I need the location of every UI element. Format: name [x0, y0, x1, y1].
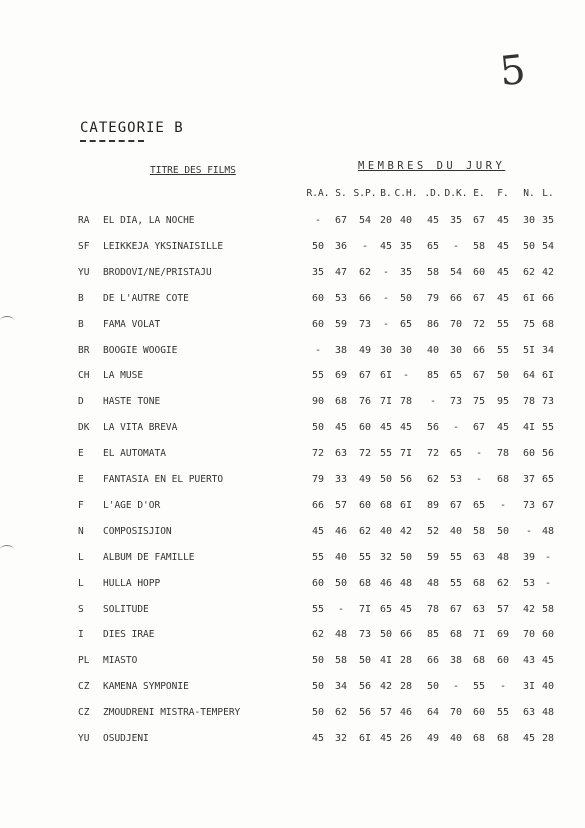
jury-score: 45: [522, 733, 536, 744]
jury-score: 55: [496, 707, 510, 719]
jury-score: 60: [358, 499, 372, 511]
jury-score: 45: [311, 733, 325, 744]
jury-score: 45: [496, 215, 510, 226]
jury-score: 70: [522, 629, 536, 641]
film-title: OSUDJENI: [103, 733, 149, 744]
jury-score: 54: [358, 215, 372, 226]
jury-score: 26: [399, 733, 413, 744]
jury-score: 62: [426, 474, 440, 485]
jury-score: 55: [472, 681, 486, 693]
country-code: D: [78, 396, 84, 408]
jury-score: 55: [311, 603, 325, 615]
jury-score: -: [544, 577, 552, 589]
jury-score: 45: [399, 422, 413, 434]
jury-score: 66: [449, 292, 463, 304]
jury-score: 85: [426, 629, 440, 641]
country-code: L: [78, 551, 84, 563]
film-title: FANTASIA EN EL PUERTO: [103, 474, 224, 485]
jury-score: 28: [399, 681, 413, 693]
jury-score: 6I: [541, 370, 555, 382]
jury-score: 53: [334, 292, 348, 304]
jury-score: 73: [541, 396, 555, 408]
country-code: B: [78, 292, 84, 304]
jury-score: 78: [496, 448, 510, 460]
jury-score: 66: [311, 499, 325, 511]
jury-score: 7I: [399, 448, 413, 460]
jury-score: 66: [472, 344, 486, 356]
jury-score: 7I: [379, 396, 393, 408]
jury-score: 63: [472, 603, 486, 615]
jury-score: 62: [358, 525, 372, 537]
jury-score: 55: [449, 551, 463, 563]
country-code: E: [78, 474, 84, 485]
jury-score: -: [499, 681, 507, 693]
jury-column-header: N.: [523, 188, 535, 199]
jury-score: 57: [334, 499, 348, 511]
jury-score: 50: [311, 240, 325, 252]
jury-score: 68: [472, 655, 486, 667]
jury-score: 78: [522, 396, 536, 408]
jury-score: -: [382, 292, 390, 304]
jury-score: 65: [541, 474, 555, 485]
jury-score: 72: [358, 448, 372, 460]
country-code: S: [78, 603, 84, 615]
jury-score: 50: [496, 370, 510, 382]
jury-score: 45: [379, 240, 393, 252]
film-title: SOLITUDE: [103, 603, 149, 615]
film-title: L'AGE D'OR: [103, 499, 161, 511]
jury-score: 68: [334, 396, 348, 408]
jury-column-header: E.: [473, 188, 485, 199]
jury-score: 60: [496, 655, 510, 667]
jury-score: -: [429, 396, 437, 408]
jury-score: 36: [334, 240, 348, 252]
country-code: SF: [78, 240, 90, 252]
jury-score: 55: [358, 551, 372, 563]
jury-column-header: D.K.: [444, 188, 468, 199]
jury-score: -: [382, 318, 390, 330]
jury-column-header: L.: [542, 188, 554, 199]
jury-column-header: B.: [380, 188, 392, 199]
jury-score: 45: [334, 422, 348, 434]
film-title: BRODOVI/NE/PRISTAJU: [103, 266, 212, 278]
jury-score: 68: [541, 318, 555, 330]
jury-score: 50: [399, 292, 413, 304]
jury-score: 39: [522, 551, 536, 563]
jury-score: 89: [426, 499, 440, 511]
jury-score: 45: [379, 733, 393, 744]
jury-score: 42: [399, 525, 413, 537]
jury-score: 60: [522, 448, 536, 460]
jury-score: 69: [334, 370, 348, 382]
jury-score: -: [452, 422, 460, 434]
jury-score: 67: [449, 499, 463, 511]
jury-header: MEMBRES DU JURY: [358, 160, 506, 172]
film-title: LA VITA BREVA: [103, 422, 178, 434]
jury-score: 40: [426, 344, 440, 356]
jury-score: 35: [541, 215, 555, 226]
jury-score: 50: [379, 474, 393, 485]
jury-score: 50: [522, 240, 536, 252]
jury-score: 63: [334, 448, 348, 460]
jury-score: 65: [426, 240, 440, 252]
country-code: DK: [78, 422, 90, 434]
jury-score: 58: [426, 266, 440, 278]
jury-score: 63: [472, 551, 486, 563]
jury-score: 65: [399, 318, 413, 330]
film-title: HULLA HOPP: [103, 577, 161, 589]
jury-score: 49: [358, 344, 372, 356]
jury-score: 72: [426, 448, 440, 460]
jury-score: -: [337, 603, 345, 615]
jury-column-header: S.: [335, 188, 347, 199]
jury-score: 45: [496, 266, 510, 278]
jury-score: 43: [522, 655, 536, 667]
film-title: LEIKKEJA YKSINAISILLE: [103, 240, 224, 252]
jury-column-header: S.P.: [353, 188, 377, 199]
jury-score: 66: [399, 629, 413, 641]
jury-score: 58: [334, 655, 348, 667]
jury-score: 52: [426, 525, 440, 537]
jury-score: 50: [334, 577, 348, 589]
jury-score: 56: [399, 474, 413, 485]
jury-score: 34: [334, 681, 348, 693]
jury-score: 73: [358, 318, 372, 330]
jury-score: -: [361, 240, 369, 252]
jury-score: 60: [311, 577, 325, 589]
jury-score: 48: [399, 577, 413, 589]
country-code: E: [78, 448, 84, 460]
jury-score: 6I: [379, 370, 393, 382]
film-title: DIES IRAE: [103, 629, 155, 641]
jury-score: 35: [399, 240, 413, 252]
country-code: RA: [78, 215, 90, 226]
country-code: N: [78, 525, 84, 537]
jury-score: 40: [449, 733, 463, 744]
jury-score: 50: [379, 629, 393, 641]
jury-score: 65: [449, 370, 463, 382]
jury-score: 67: [472, 422, 486, 434]
jury-score: 68: [472, 577, 486, 589]
country-code: B: [78, 318, 84, 330]
jury-score: 34: [541, 344, 555, 356]
jury-score: -: [475, 474, 483, 485]
jury-score: 95: [496, 396, 510, 408]
film-title: MIASTO: [103, 655, 138, 667]
country-code: PL: [78, 655, 90, 667]
jury-score: 32: [379, 551, 393, 563]
jury-score: 40: [334, 551, 348, 563]
jury-score: 65: [449, 448, 463, 460]
jury-score: 46: [379, 577, 393, 589]
film-title: COMPOSISJION: [103, 525, 172, 537]
film-title: ALBUM DE FAMILLE: [103, 551, 195, 563]
country-code: F: [78, 499, 84, 511]
country-code: CH: [78, 370, 90, 382]
jury-score: 38: [334, 344, 348, 356]
jury-score: 48: [334, 629, 348, 641]
jury-score: 42: [522, 603, 536, 615]
jury-score: 28: [541, 733, 555, 744]
jury-score: 86: [426, 318, 440, 330]
jury-score: 30: [399, 344, 413, 356]
jury-score: 59: [426, 551, 440, 563]
jury-score: 33: [334, 474, 348, 485]
jury-score: 62: [358, 266, 372, 278]
jury-score: 57: [496, 603, 510, 615]
jury-score: 48: [426, 577, 440, 589]
jury-score: 64: [522, 370, 536, 382]
jury-score: 40: [449, 525, 463, 537]
jury-score: 50: [311, 681, 325, 693]
jury-score: 62: [522, 266, 536, 278]
jury-score: 60: [311, 318, 325, 330]
category-underline: [80, 140, 144, 142]
jury-score: 58: [472, 240, 486, 252]
jury-score: -: [452, 681, 460, 693]
jury-score: 67: [472, 292, 486, 304]
jury-score: 54: [541, 240, 555, 252]
country-code: CZ: [78, 681, 90, 693]
jury-score: 68: [472, 733, 486, 744]
jury-score: 50: [399, 551, 413, 563]
jury-score: 30: [379, 344, 393, 356]
jury-score: -: [475, 448, 483, 460]
jury-score: 62: [311, 629, 325, 641]
jury-score: 59: [334, 318, 348, 330]
film-title: DE L'AUTRE COTE: [103, 292, 189, 304]
margin-mark: [0, 316, 14, 325]
jury-score: 40: [541, 681, 555, 693]
jury-score: 6I: [522, 292, 536, 304]
jury-score: 55: [311, 370, 325, 382]
jury-score: 37: [522, 474, 536, 485]
jury-score: 60: [311, 292, 325, 304]
film-title: EL AUTOMATA: [103, 448, 166, 460]
jury-score: -: [452, 240, 460, 252]
jury-score: 54: [449, 266, 463, 278]
jury-score: 66: [426, 655, 440, 667]
margin-mark: [0, 545, 14, 554]
jury-score: 65: [379, 603, 393, 615]
jury-score: 50: [426, 681, 440, 693]
jury-score: 50: [311, 707, 325, 719]
jury-score: 6I: [399, 499, 413, 511]
jury-score: -: [314, 215, 322, 226]
jury-score: 49: [358, 474, 372, 485]
jury-score: 30: [449, 344, 463, 356]
jury-score: 66: [541, 292, 555, 304]
film-title: HASTE TONE: [103, 396, 161, 408]
jury-score: 48: [496, 551, 510, 563]
jury-score: 42: [541, 266, 555, 278]
country-code: YU: [78, 266, 90, 278]
jury-score: 76: [358, 396, 372, 408]
jury-score: 79: [311, 474, 325, 485]
film-title: KAMENA SYMPONIE: [103, 681, 189, 693]
jury-score: 55: [311, 551, 325, 563]
jury-score: 58: [541, 603, 555, 615]
jury-score: -: [525, 525, 533, 537]
jury-score: 50: [496, 525, 510, 537]
jury-score: 55: [379, 448, 393, 460]
jury-score: 50: [311, 655, 325, 667]
jury-score: 35: [399, 266, 413, 278]
jury-score: 42: [379, 681, 393, 693]
jury-score: 78: [399, 396, 413, 408]
country-code: YU: [78, 733, 90, 744]
jury-score: 45: [496, 422, 510, 434]
category-title: CATEGORIE B: [80, 120, 184, 136]
jury-score: 62: [496, 577, 510, 589]
jury-score: 7I: [472, 629, 486, 641]
jury-score: 85: [426, 370, 440, 382]
country-code: I: [78, 629, 84, 641]
jury-score: 47: [334, 266, 348, 278]
jury-score: -: [382, 266, 390, 278]
jury-score: 56: [358, 681, 372, 693]
jury-score: 60: [358, 422, 372, 434]
jury-score: 45: [311, 525, 325, 537]
jury-score: 46: [334, 525, 348, 537]
jury-score: 28: [399, 655, 413, 667]
jury-score: 67: [472, 370, 486, 382]
jury-score: 66: [358, 292, 372, 304]
jury-score: 55: [496, 318, 510, 330]
jury-score: 45: [541, 655, 555, 667]
country-code: L: [78, 577, 84, 589]
jury-score: 60: [541, 629, 555, 641]
jury-score: 60: [472, 707, 486, 719]
jury-column-header: F.: [497, 188, 509, 199]
jury-score: 67: [358, 370, 372, 382]
jury-score: 50: [358, 655, 372, 667]
jury-score: 90: [311, 396, 325, 408]
jury-score: 58: [472, 525, 486, 537]
jury-score: -: [402, 370, 410, 382]
jury-score: 32: [334, 733, 348, 744]
jury-score: 68: [358, 577, 372, 589]
jury-score: 35: [449, 215, 463, 226]
jury-score: 72: [311, 448, 325, 460]
film-title: ZMOUDRENI MISTRA-TEMPERY: [103, 707, 241, 719]
jury-score: 55: [496, 344, 510, 356]
jury-column-header: .D.: [424, 188, 442, 199]
jury-score: 48: [541, 525, 555, 537]
jury-score: 65: [472, 499, 486, 511]
country-code: CZ: [78, 707, 90, 719]
film-title: EL DIA, LA NOCHE: [103, 215, 195, 226]
jury-score: 48: [541, 707, 555, 719]
jury-score: 68: [449, 629, 463, 641]
jury-score: 55: [449, 577, 463, 589]
jury-score: 40: [399, 215, 413, 226]
jury-score: -: [499, 499, 507, 511]
jury-score: 35: [311, 266, 325, 278]
jury-score: 67: [334, 215, 348, 226]
jury-score: 72: [472, 318, 486, 330]
jury-score: 4I: [379, 655, 393, 667]
jury-score: 67: [449, 603, 463, 615]
jury-score: 30: [522, 215, 536, 226]
jury-score: 5I: [522, 344, 536, 356]
jury-column-header: C.H.: [394, 188, 418, 199]
jury-score: 46: [399, 707, 413, 719]
jury-score: 78: [426, 603, 440, 615]
jury-score: 45: [496, 292, 510, 304]
country-code: BR: [78, 344, 90, 356]
jury-score: 68: [496, 733, 510, 744]
jury-score: 73: [449, 396, 463, 408]
jury-score: 62: [334, 707, 348, 719]
jury-score: 79: [426, 292, 440, 304]
film-title: FAMA VOLAT: [103, 318, 161, 330]
jury-score: 7I: [358, 603, 372, 615]
jury-score: 49: [426, 733, 440, 744]
jury-score: 70: [449, 318, 463, 330]
jury-score: 20: [379, 215, 393, 226]
jury-score: -: [544, 551, 552, 563]
jury-score: 64: [426, 707, 440, 719]
jury-score: 45: [379, 422, 393, 434]
jury-score: 56: [358, 707, 372, 719]
jury-score: 75: [472, 396, 486, 408]
jury-score: 6I: [358, 733, 372, 744]
films-header: TITRE DES FILMS: [150, 165, 236, 176]
jury-score: 55: [541, 422, 555, 434]
film-title: BOOGIE WOOGIE: [103, 344, 178, 356]
jury-score: 68: [496, 474, 510, 485]
jury-score: 73: [522, 499, 536, 511]
jury-score: 75: [522, 318, 536, 330]
jury-score: 63: [522, 707, 536, 719]
page-number: 5: [497, 46, 528, 96]
jury-score: 67: [472, 215, 486, 226]
jury-score: 4I: [522, 422, 536, 434]
jury-score: 70: [449, 707, 463, 719]
jury-score: 3I: [522, 681, 536, 693]
jury-score: 73: [358, 629, 372, 641]
jury-score: 69: [496, 629, 510, 641]
jury-score: 60: [472, 266, 486, 278]
jury-score: 53: [449, 474, 463, 485]
jury-score: 56: [541, 448, 555, 460]
jury-score: 38: [449, 655, 463, 667]
film-title: LA MUSE: [103, 370, 144, 382]
jury-score: 50: [311, 422, 325, 434]
jury-score: 53: [522, 577, 536, 589]
jury-score: 45: [426, 215, 440, 226]
jury-score: 45: [399, 603, 413, 615]
jury-score: -: [314, 344, 322, 356]
jury-score: 57: [379, 707, 393, 719]
jury-score: 45: [496, 240, 510, 252]
jury-score: 68: [379, 499, 393, 511]
jury-score: 56: [426, 422, 440, 434]
jury-score: 40: [379, 525, 393, 537]
jury-score: 67: [541, 499, 555, 511]
jury-column-header: R.A.: [306, 188, 330, 199]
